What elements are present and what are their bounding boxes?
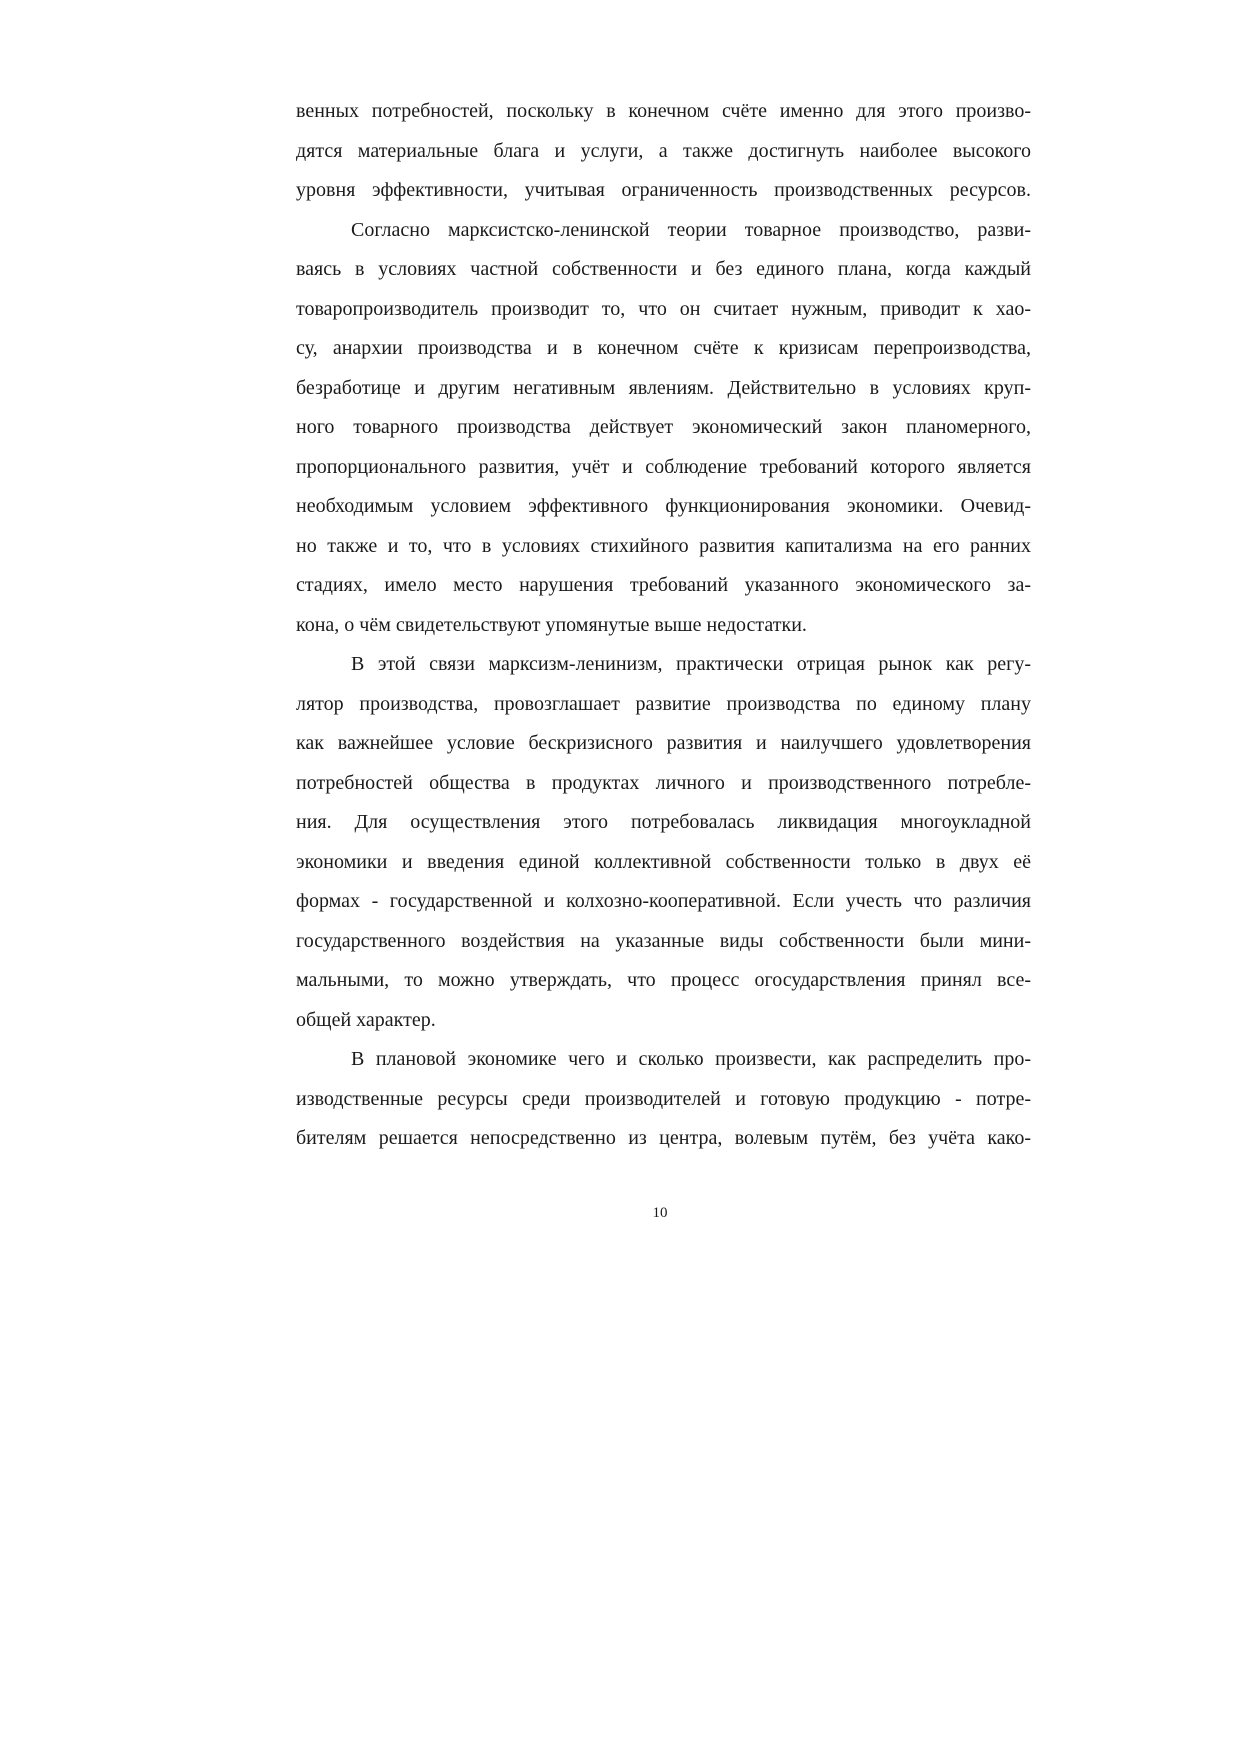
text-line: мальными, то можно утверждать, что процесс огосударствления принял все-: [296, 969, 1031, 991]
text-line: формах - государственной и колхозно-кооперативной. Если учесть что различия: [296, 890, 1031, 912]
page-number: 10: [652, 1205, 668, 1221]
text-line: лятор производства, провозглашает развитие производства по единому плану: [296, 692, 1031, 715]
text-line: В этой связи марксизм-ленинизм, практически отрицая рынок как регу-: [351, 653, 1031, 675]
text-line: ваясь в условиях частной собственности и без единого плана, когда каждый: [296, 258, 1031, 280]
text-line: В плановой экономике чего и сколько произвести, как распределить про-: [351, 1048, 1031, 1070]
text-line: как важнейшее условие бескризисного развития и наилучшего удовлетворения: [296, 732, 1031, 754]
text-line: изводственные ресурсы среди производителей и готовую продукцию - потре-: [296, 1087, 1031, 1110]
text-line: но также и то, что в условиях стихийного развития капитализма на его ранних: [296, 534, 1031, 557]
text-line: су, анархии производства и в конечном счёте к кризисам перепроизводства,: [296, 337, 1031, 359]
text-line: кона, о чём свидетельствуют упомянутые выше недостатки.: [296, 613, 807, 636]
text-line: пропорционального развития, учёт и соблюдение требований которого является: [296, 455, 1031, 478]
text-line: экономики и введения единой коллективной собственности только в двух её: [296, 850, 1031, 873]
text-line: Согласно марксистско-ленинской теории товарное производство, разви-: [351, 218, 1031, 241]
text-line: стадиях, имело место нарушения требований указанного экономического за-: [296, 574, 1031, 596]
text-line: необходимым условием эффективного функционирования экономики. Очевид-: [296, 495, 1031, 517]
text-line: безработице и другим негативным явлениям. Действительно в условиях круп-: [296, 376, 1031, 399]
text-line: уровня эффективности, учитывая ограниченность производственных ресурсов.: [296, 179, 1031, 201]
text-line: общей характер.: [296, 1008, 436, 1031]
text-line: потребностей общества в продуктах личного и производственного потребле-: [296, 771, 1031, 794]
body-text: [296, 92, 1031, 1159]
text-line: венных потребностей, поскольку в конечном счёте именно для этого произво-: [296, 100, 1031, 122]
text-line: бителям решается непосредственно из центра, волевым путём, без учёта како-: [296, 1127, 1031, 1149]
text-line: дятся материальные блага и услуги, а также достигнуть наиболее высокого: [296, 139, 1031, 162]
text-line: ного товарного производства действует экономический закон планомерного,: [296, 416, 1031, 438]
text-line: ния. Для осуществления этого потребовалась ликвидация многоукладной: [296, 811, 1031, 833]
text-line: государственного воздействия на указанные виды собственности были мини-: [296, 929, 1031, 952]
text-line: товаропроизводитель производит то, что он считает нужным, приводит к хао-: [296, 297, 1031, 320]
